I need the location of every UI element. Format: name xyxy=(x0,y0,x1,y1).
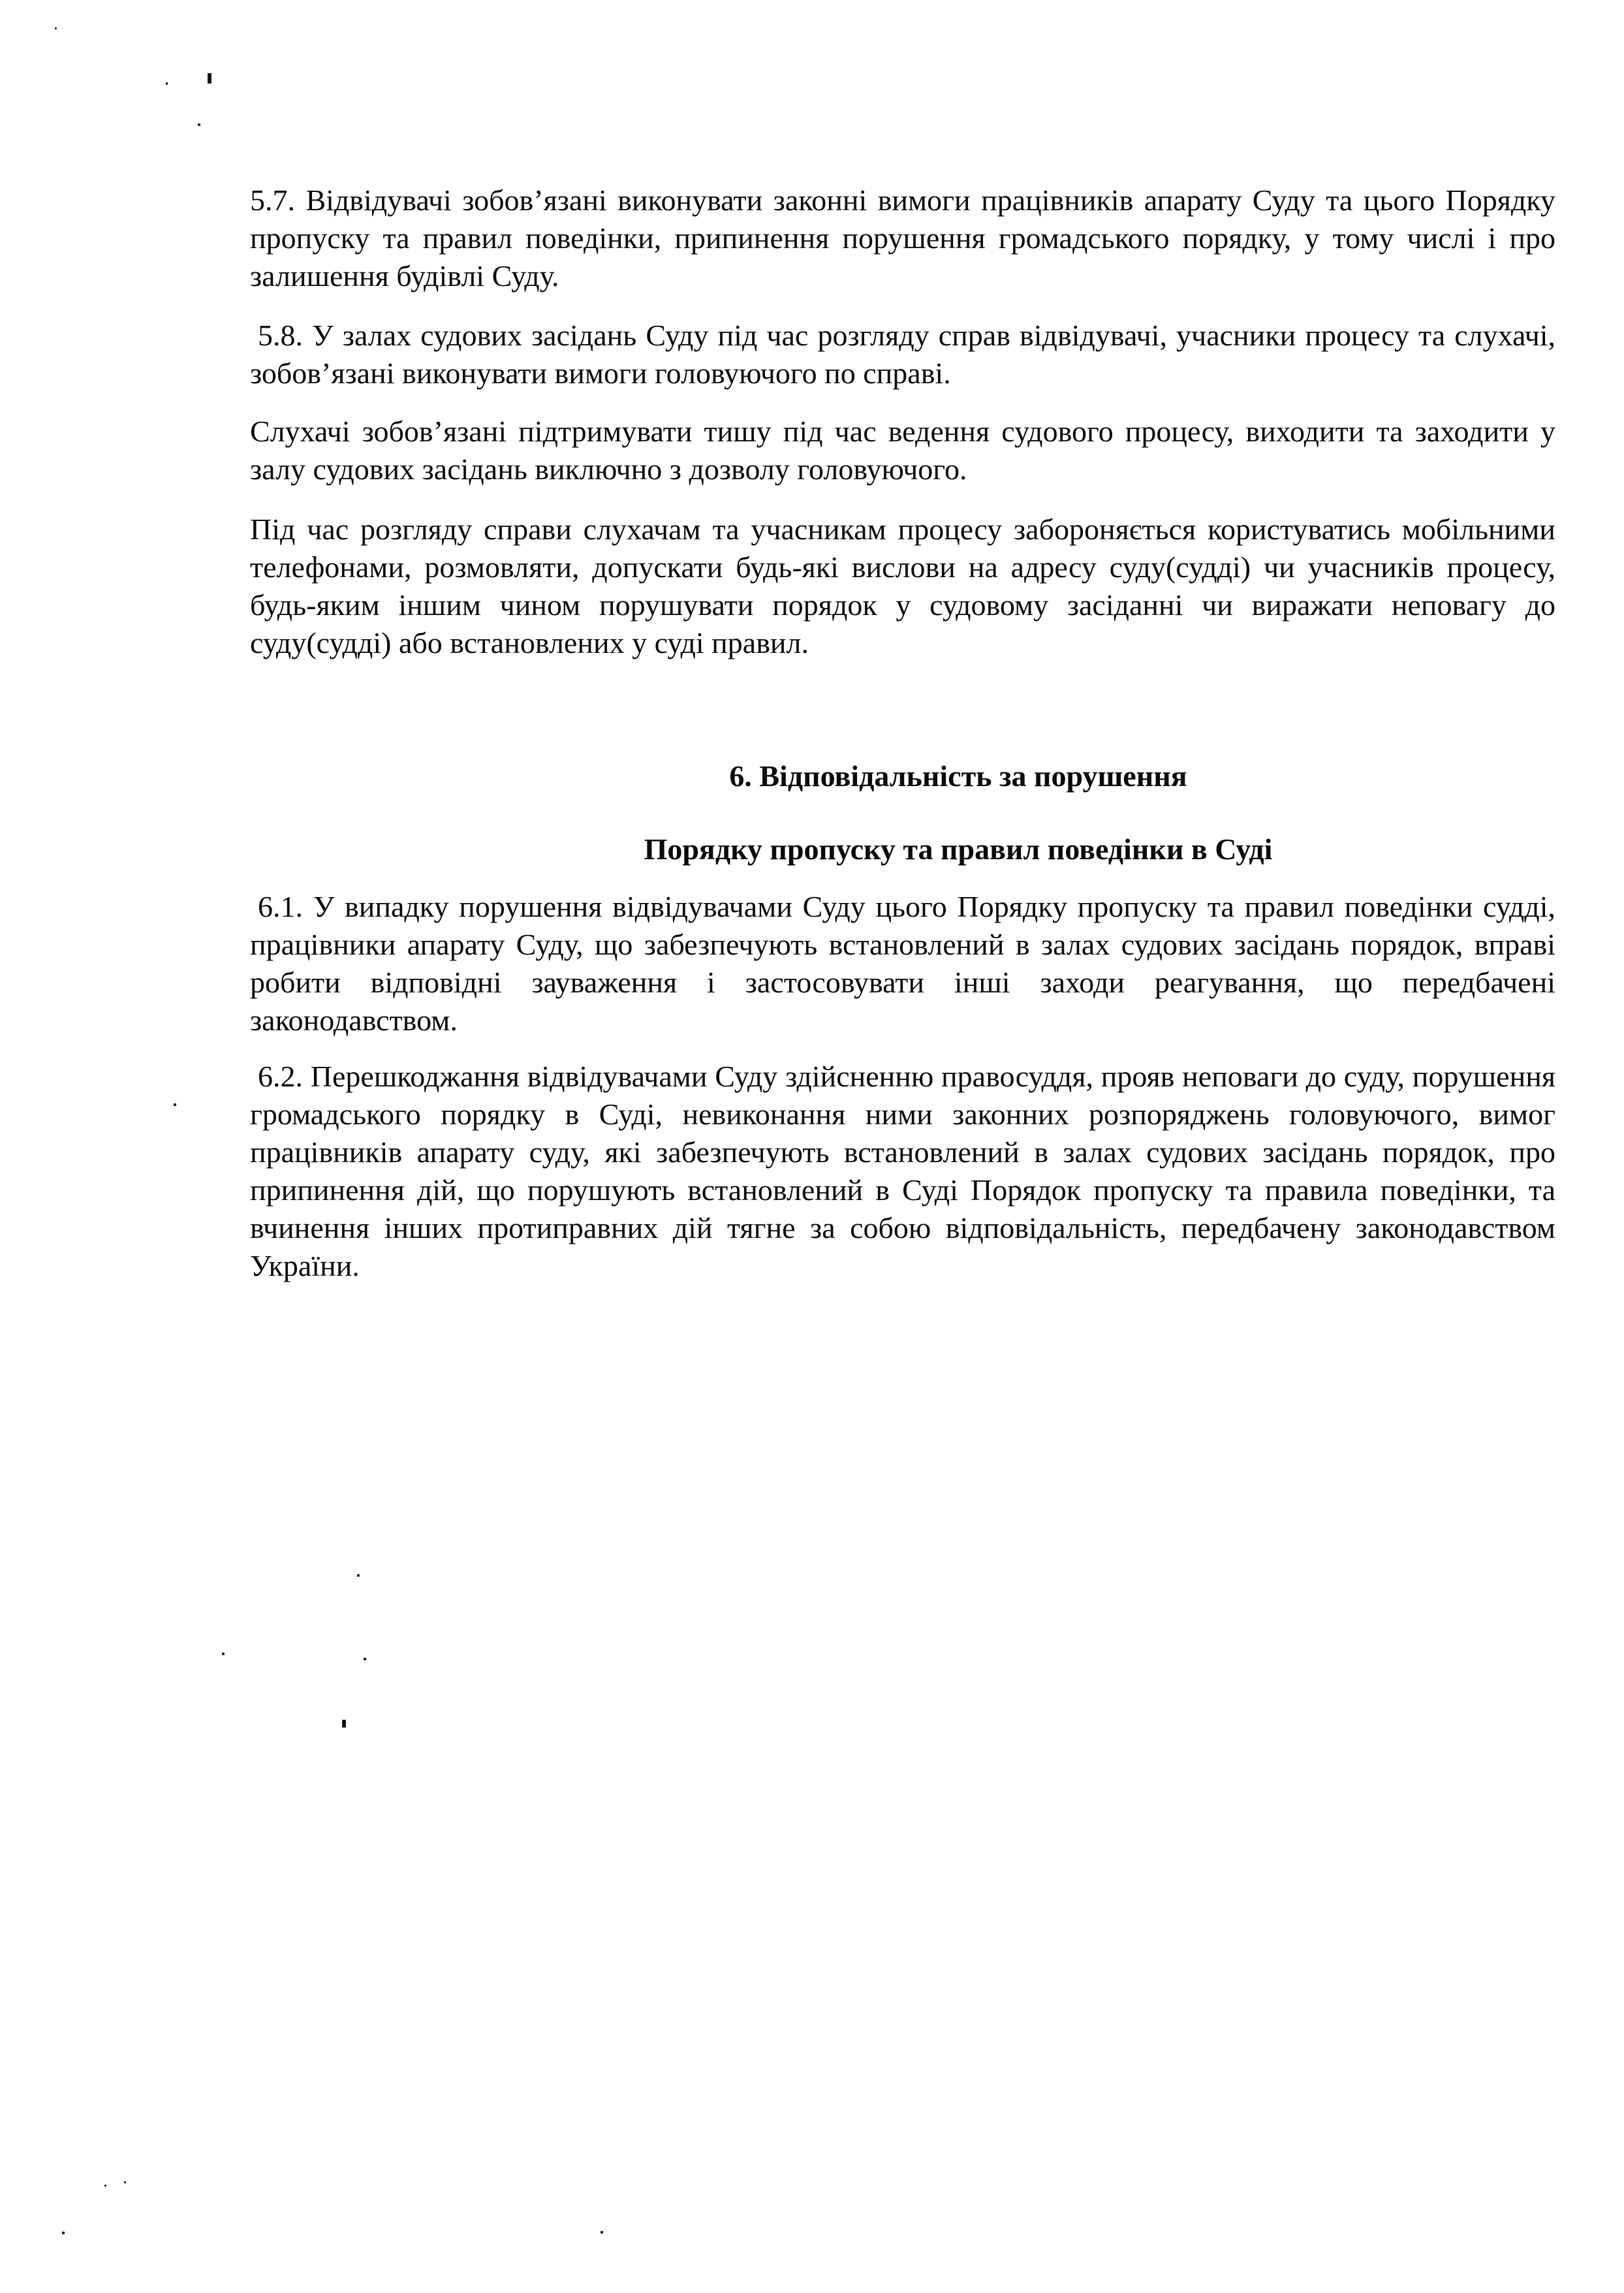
paragraph-phones-prohibition: Під час розгляду справи слухачам та учасникам процесу забороняється користуватись мобільними телефонами, розмовляти, допускати будь-які вислови на адресу суду(судді) чи учасників процесу, будь-яким іншим чином порушувати порядок у судовому засіданні чи виражати неповагу до суду(судді) або встановлених у суді правил. xyxy=(250,513,1555,659)
scan-speck xyxy=(364,1658,366,1660)
section-6-heading-line1: 6. Відповідальність за порушення xyxy=(729,759,1187,793)
scan-speck xyxy=(62,2232,65,2234)
paragraph-5-8: 5.8. У залах судових засідань Суду під час розгляду справ відвідувачі, учасники процесу та слухачі, зобов’язані виконувати вимоги головуючого по справі. xyxy=(250,319,1555,390)
paragraph-6-2: 6.2. Перешкоджання відвідувачами Суду здійсненню правосуддя, прояв неповаги до суду, порушення громадського порядку в Суді, невиконання ними законних розпоряджень головуючого, вимог працівників апарату суду, які забезпечують встановлений в залах судових засідань порядок, про припинення дій, що порушують встановлений в Суді Порядок пропуску та правила поведінки, та вчинення інших протиправних дій тягне за собою відповідальність, передбачену законодавством України. xyxy=(250,1060,1555,1282)
paragraph-5-7: 5.7. Відвідувачі зобов’язані виконувати законні вимоги працівників апарату Суду та цього Порядку пропуску та правил поведінки, припинення порушення громадського порядку, у тому числі і про залишення будівлі Суду. xyxy=(250,183,1555,293)
scan-speck xyxy=(601,2231,603,2234)
paragraph-6-1: 6.1. У випадку порушення відвідувачами Суду цього Порядку пропуску та правил поведінки судді, працівники апарату Суду, що забезпечують встановлений в залах судових засідань порядок, вправі робити відповідні зауваження і застосовувати інші заходи реагування, що передбачені законодавством. xyxy=(250,890,1555,1037)
scan-speck xyxy=(104,2185,106,2187)
scan-speck xyxy=(124,2181,126,2183)
scan-speck xyxy=(222,1653,225,1655)
scan-speck xyxy=(198,123,200,126)
section-6-heading-line2: Порядку пропуску та правил поведінки в Суді xyxy=(644,832,1273,866)
scan-speck xyxy=(357,1574,360,1577)
scan-speck xyxy=(174,1103,176,1106)
scan-speck xyxy=(208,73,211,84)
paragraph-listeners-silence: Слухачі зобов’язані підтримувати тишу під час ведення судового процесу, виходити та заходити у залу судових засідань виключно з дозволу головуючого. xyxy=(250,415,1555,486)
scan-speck xyxy=(166,82,168,85)
scan-speck xyxy=(342,1720,346,1728)
scan-speck xyxy=(55,27,57,29)
document-content xyxy=(250,182,1555,1285)
